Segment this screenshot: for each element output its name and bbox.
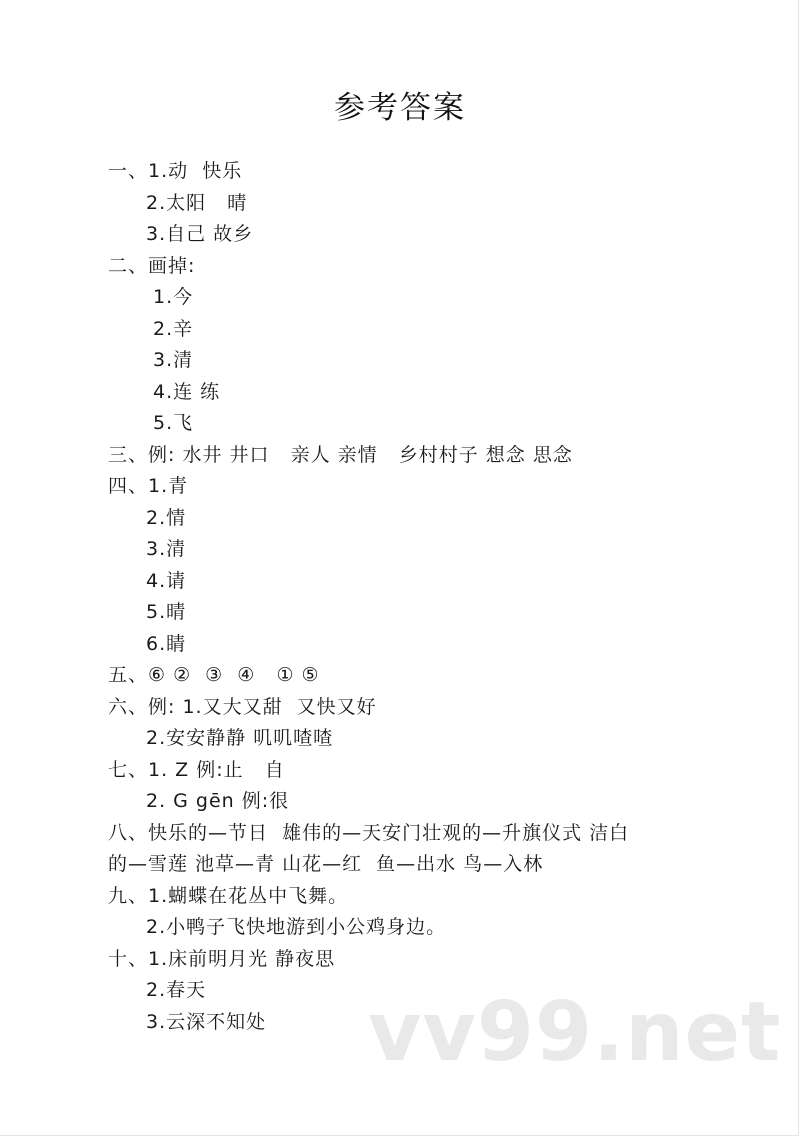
- answer-line: 2.太阳 晴: [146, 191, 248, 214]
- answer-line: 2.春天: [146, 979, 207, 1001]
- answer-line: 2.情: [146, 506, 187, 529]
- page-title: 参考答案: [334, 90, 466, 126]
- answer-line: 四、1.青: [108, 475, 189, 497]
- answer-line: 二、画掉:: [108, 254, 196, 277]
- answer-line: 五、⑥ ② ③ ④ ① ⑤: [108, 664, 320, 686]
- answer-list: [108, 156, 728, 1038]
- answer-line: 3.清: [153, 349, 194, 371]
- answer-line: 5.晴: [146, 601, 187, 623]
- answer-line: 的—雪莲 池草—青 山花—红 鱼—出水 鸟—入林: [108, 853, 544, 875]
- answer-line: 4.连 练: [153, 380, 221, 403]
- answer-line: 2. G gēn 例:很: [146, 790, 290, 812]
- answer-line: 八、快乐的—节日 雄伟的—天安门壮观的—升旗仪式 洁白: [108, 821, 630, 844]
- answer-line: 一、1.动 快乐: [108, 160, 243, 182]
- answer-line: 1.今: [153, 286, 194, 308]
- answer-line: 九、1.蝴蝶在花丛中飞舞。: [108, 884, 349, 907]
- answer-line: 六、例: 1.又大又甜 又快又好: [108, 695, 377, 718]
- answer-line: 2.辛: [153, 317, 194, 340]
- answer-line: 4.请: [146, 569, 187, 592]
- answer-line: 七、1. Z 例:止 自: [108, 758, 285, 781]
- answer-line: 3.自己 故乡: [146, 223, 254, 245]
- answer-line: 三、例: 水井 井口 亲人 亲情 乡村村子 想念 思念: [108, 443, 573, 466]
- answer-line: 6.睛: [146, 632, 187, 655]
- answer-line: 3.云深不知处: [146, 1010, 267, 1033]
- watermark: vv99.net: [368, 985, 782, 1080]
- answer-line: 2.小鸭子飞快地游到小公鸡身边。: [146, 916, 447, 938]
- answer-line: 3.清: [146, 538, 187, 560]
- answer-line: 2.安安静静 叽叽喳喳: [146, 727, 334, 749]
- answer-line: 5.飞: [153, 412, 194, 434]
- answer-line: 十、1.床前明月光 静夜思: [108, 947, 336, 970]
